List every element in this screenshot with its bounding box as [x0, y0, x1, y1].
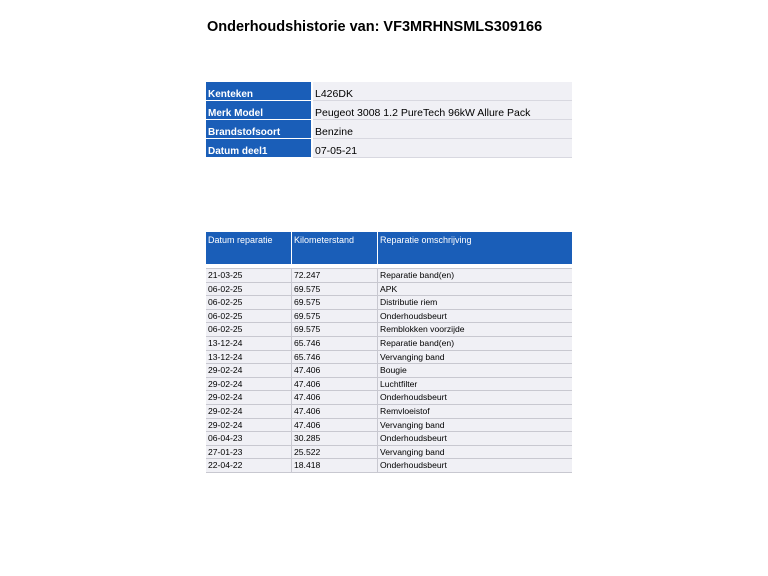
cell-kilometerstand: 65.746: [292, 337, 378, 350]
table-row: [206, 364, 572, 378]
info-value-kenteken: L426DK: [312, 82, 572, 101]
table-row: [206, 337, 572, 351]
table-row: [206, 296, 572, 310]
cell-kilometerstand: 47.406: [292, 364, 378, 377]
cell-datum: 29-02-24: [206, 391, 292, 404]
cell-omschrijving: Remvloeistof: [380, 405, 430, 416]
table-row: [206, 351, 572, 365]
table-row: [206, 459, 572, 473]
cell-datum: 21-03-25: [206, 269, 292, 282]
repair-history-table: [206, 232, 572, 473]
cell-omschrijving: Reparatie band(en): [380, 270, 455, 280]
cell-omschrijving: Onderhoudsbeurt: [380, 310, 447, 321]
cell-datum: 06-04-23: [206, 432, 292, 445]
history-header-row: [206, 232, 572, 264]
table-row: [206, 446, 572, 460]
vehicle-info-row: [206, 82, 572, 101]
info-value-merk-model: Peugeot 3008 1.2 PureTech 96kW Allure Pack: [312, 101, 572, 120]
table-row: [206, 405, 572, 419]
table-row: [206, 432, 572, 446]
cell-kilometerstand: 72.247: [292, 269, 378, 282]
cell-kilometerstand: 18.418: [292, 459, 378, 472]
header-datum-reparatie: Datum reparatie: [206, 232, 292, 264]
cell-kilometerstand: 47.406: [292, 378, 378, 391]
cell-kilometerstand: 69.575: [292, 323, 378, 336]
cell-omschrijving: Onderhoudsbeurt: [380, 460, 447, 471]
info-label-brandstofsoort: Brandstofsoort: [206, 120, 312, 139]
info-label-merk-model: Merk Model: [206, 101, 312, 120]
cell-kilometerstand: 69.575: [292, 296, 378, 309]
cell-datum: 29-02-24: [206, 419, 292, 432]
history-body: [206, 269, 572, 473]
table-row: [206, 323, 572, 337]
header-reparatie-omschrijving: Reparatie omschrijving: [380, 235, 472, 245]
cell-omschrijving: Bougie: [380, 365, 407, 376]
cell-omschrijving: Vervanging band: [380, 446, 445, 457]
cell-datum: 13-12-24: [206, 351, 292, 364]
cell-omschrijving: Reparatie band(en): [380, 337, 455, 348]
cell-kilometerstand: 25.522: [292, 446, 378, 459]
cell-kilometerstand: 30.285: [292, 432, 378, 445]
table-row: [206, 310, 572, 324]
table-row: [206, 283, 572, 297]
cell-omschrijving: Onderhoudsbeurt: [380, 392, 447, 403]
info-value-brandstofsoort: Benzine: [312, 120, 572, 139]
table-row: [206, 378, 572, 392]
cell-datum: 29-02-24: [206, 364, 292, 377]
vehicle-info-row: [206, 101, 572, 120]
cell-omschrijving: Vervanging band: [380, 351, 445, 362]
cell-omschrijving: Vervanging band: [380, 419, 445, 430]
cell-kilometerstand: 65.746: [292, 351, 378, 364]
table-row: [206, 269, 572, 283]
cell-kilometerstand: 47.406: [292, 405, 378, 418]
table-row: [206, 419, 572, 433]
cell-kilometerstand: 69.575: [292, 283, 378, 296]
cell-datum: 06-02-25: [206, 310, 292, 323]
cell-datum: 29-02-24: [206, 405, 292, 418]
cell-omschrijving: Luchtfilter: [380, 378, 418, 389]
table-row: [206, 391, 572, 405]
info-value-datum-deel1: 07-05-21: [312, 139, 572, 158]
cell-omschrijving: APK: [380, 283, 398, 294]
cell-datum: 22-04-22: [206, 459, 292, 472]
page-title: Onderhoudshistorie van: VF3MRHNSMLS309166: [207, 19, 543, 35]
cell-datum: 29-02-24: [206, 378, 292, 391]
cell-kilometerstand: 47.406: [292, 391, 378, 404]
cell-kilometerstand: 69.575: [292, 310, 378, 323]
vehicle-info-row: [206, 120, 572, 139]
cell-datum: 27-01-23: [206, 446, 292, 459]
vehicle-info-table: [206, 82, 572, 158]
header-kilometerstand: Kilometerstand: [292, 232, 378, 264]
cell-datum: 13-12-24: [206, 337, 292, 350]
cell-kilometerstand: 47.406: [292, 419, 378, 432]
cell-datum: 06-02-25: [206, 296, 292, 309]
cell-omschrijving: Distributie riem: [380, 297, 438, 308]
cell-omschrijving: Remblokken voorzijde: [380, 324, 465, 335]
info-label-kenteken: Kenteken: [206, 82, 312, 101]
cell-datum: 06-02-25: [206, 323, 292, 336]
info-label-datum-deel1: Datum deel1: [206, 139, 312, 158]
cell-omschrijving: Onderhoudsbeurt: [380, 433, 447, 444]
cell-datum: 06-02-25: [206, 283, 292, 296]
vehicle-info-row: [206, 139, 572, 158]
